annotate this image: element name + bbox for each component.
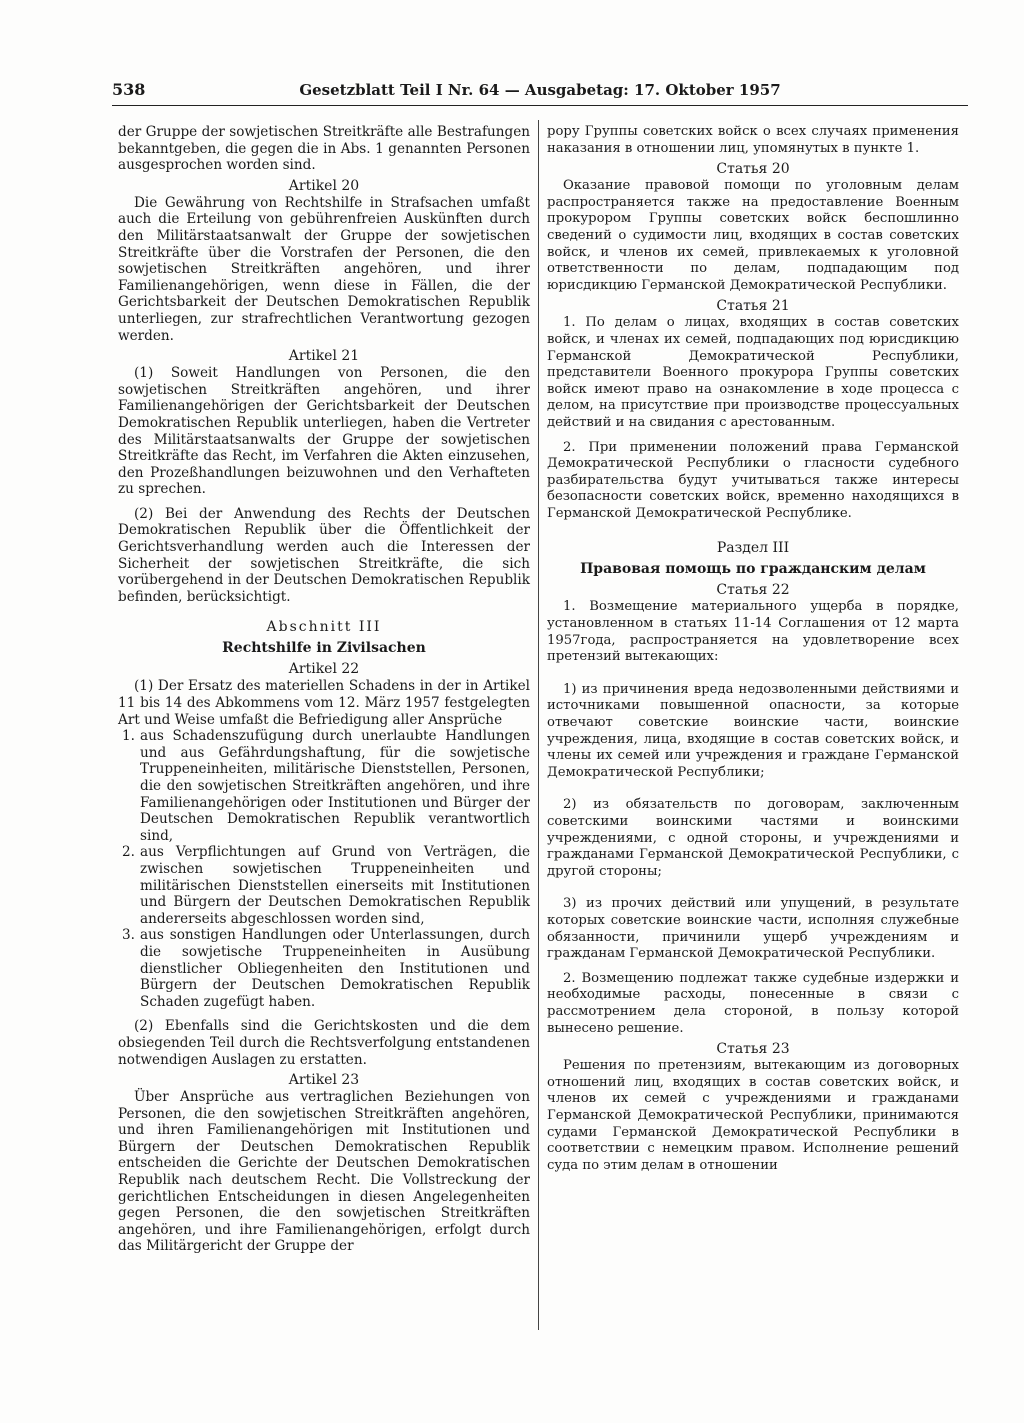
article-paragraph: 2. При применении положений права Германской Демократической Республики о гласности судебного разбирательства будут учитываться также интересы безопасности советских войск, временно находящихся в Германской Демократической Республике. (547, 439, 959, 521)
intro-paragraph: рору Группы советских войск о всех случаях применения наказания в отношении лиц, упомянутых в пункте 1. (547, 124, 959, 156)
list-item: 1) из причинения вреда недозволенными действиями и источниками повышенной опасности, за которые отвечают советские воинские части, воинские учреждения, лица, входящие в состав советских войск, и члены их семей или учреждения и граждане Германской Демократической Республики; (547, 681, 959, 780)
article-paragraph: Die Gewährung von Rechtshilfe in Strafsachen umfaßt auch die Erteilung von gebührenfreien Auskünften durch den Militärstaatsanwalt der Gruppe der sowjetischen Streitkräfte über die Vorstrafen der Personen, die den sowjetischen Streitkräften angehören, und ihrer Familienangehörigen, wenn diese in Fällen, die der Gerichtsbarkeit der Deutschen Demokratischen Republik unterliegen, zur strafrechtlichen Verantwortung gezogen werden. (118, 194, 530, 344)
section-heading: Раздел III (716, 540, 790, 557)
page-header (112, 79, 968, 103)
article-paragraph: (2) Bei der Anwendung des Rechts der Deutschen Demokratischen Republik über die Öffentlichkeit der Gerichtsverhandlung werden auch die Interessen der Sicherheit der sowjetischen Streitkräfte, die sich vorübergehend in der Deutschen Demokratischen Republik befinden, berücksichtigt. (118, 505, 530, 605)
section-subheading: Rechtshilfe in Zivilsachen (222, 640, 426, 657)
article-paragraph: 2. Возмещению подлежат также судебные издержки и необходимые расходы, понесенные в связи с рассмотрением дела стороной, в пользу которой вынесено решение. (547, 970, 959, 1036)
column-divider (538, 120, 539, 1330)
article-heading: Artikel 20 (288, 177, 360, 194)
section-heading: Abschnitt III (266, 619, 382, 636)
article-heading: Статья 21 (716, 298, 790, 315)
intro-paragraph: der Gruppe der sowjetischen Streitkräfte alle Bestrafungen bekanntgeben, die gegen die in Abs. 1 genannten Personen ausgesprochen worden sind. (118, 124, 530, 174)
list-item: 1. aus Schadenszufügung durch unerlaubte Handlungen und aus Gefährdungshaftung, für die sowjetische Truppeneinheiten, militärische Dienststellen, Personen, die den sowjetischen Streitkräften angehören, und ihre Familienangehörigen oder Institutionen und Bürger der Deutschen Demokratischen Republik verantwortlich sind, (122, 728, 530, 844)
article-paragraph: 1. По делам о лицах, входящих в состав советских войск, и членах их семей, подпадающих под юрисдикцию Германской Демократической Республики, представители Военного прокурора Группы советских войск имеют право на ознакомление в ходе процесса с делом, на присутствие при производстве процессуальных действий и на свидания с арестованным. (547, 315, 959, 430)
running-title: Gesetzblatt Teil I Nr. 64 — Ausgabetag: 17. Oktober 1957 (299, 81, 781, 99)
page-number: 538 (112, 80, 146, 99)
article-heading: Artikel 23 (288, 1072, 360, 1089)
list-item: 3. aus sonstigen Handlungen oder Unterlassungen, durch die sowjetische Truppeneinheiten in Ausübung dienstlicher Obliegenheiten den Institutionen und Bürgern der Deutschen Demokratischen Republik Schaden zugefügt haben. (122, 927, 530, 1010)
article-heading: Статья 20 (716, 161, 790, 178)
article-heading: Статья 23 (716, 1041, 790, 1058)
claims-list (118, 728, 530, 1010)
article-paragraph: (1) Der Ersatz des materiellen Schadens in der in Artikel 11 bis 14 des Abkommens vom 12. März 1957 festgelegten Art und Weise umfaßt die Befriedigung aller Ansprüche (118, 678, 530, 728)
article-paragraph: (1) Soweit Handlungen von Personen, die den sowjetischen Streitkräften angehören, und ihrer Familienangehörigen der Gerichtsbarkeit der Deutschen Demokratischen Republik unterliegen, haben die Vertreter des Militärstaatsanwalts der Gruppe der sowjetischen Streitkräfte das Recht, im Verfahren die Akten einzusehen, den Prozeßhandlungen beizuwohnen und den Verhafteten zu sprechen. (118, 365, 530, 498)
list-item: 3) из прочих действий или упущений, в результате которых советские воинские части, исполняя служебные обязанности, причинили ущерб учреждениям и гражданам Германской Демократической Республики. (547, 896, 959, 962)
article-paragraph: Über Ansprüche aus vertraglichen Beziehungen von Personen, die den sowjetischen Streitkräften angehören, und ihren Familienangehörigen mit Institutionen und Bürgern der Deutschen Demokratischen Republik entscheiden die Gerichte der Deutschen Demokratischen Republik nach deutschem Recht. Die Vollstreckung der gerichtlichen Entscheidungen in diesen Angelegenheiten gegen Personen, die den sowjetischen Streitkräften angehören, und ihre Familienangehörigen, erfolgt durch das Militärgericht der Gruppe der (118, 1089, 530, 1255)
article-paragraph: Оказание правовой помощи по уголовным делам распространяется также на предоставление Военным прокурором Группы советских войск беспошлинно сведений о судимости лиц, входящих в состав советских войск, и членов их семей, привлекаемых к уголовной ответственности по делам, подпадающим под юрисдикцию Германской Демократической Республики. (547, 178, 959, 293)
article-heading: Artikel 21 (288, 348, 360, 365)
section-subheading: Правовая помощь по гражданским делам (580, 561, 926, 578)
article-paragraph: 1. Возмещение материального ущерба в порядке, установленном в статьях 11-14 Соглашения от 12 марта 1957года, распространяется на удовлетворение всех претензий вытекающих: (547, 599, 959, 665)
german-column (118, 124, 530, 1255)
russian-column (547, 124, 959, 1174)
list-item: 2. aus Verpflichtungen auf Grund von Verträgen, die zwischen sowjetischen Truppeneinheiten und militärischen Dienststellen einerseits mit Institutionen und Bürgern der Deutschen Demokratischen Republik andererseits abgeschlossen worden sind, (122, 844, 530, 927)
article-heading: Artikel 22 (288, 661, 360, 678)
header-rule (112, 105, 968, 106)
list-item: 2) из обязательств по договорам, заключенным советскими воинскими частями и воинскими учреждениями, с одной стороны, и учреждениями и гражданами Германской Демократической Республики, с другой стороны; (547, 797, 959, 879)
article-paragraph: (2) Ebenfalls sind die Gerichtskosten und die dem obsiegenden Teil durch die Rechtsverfolgung entstandenen notwendigen Auslagen zu erstatten. (118, 1018, 530, 1068)
article-heading: Статья 22 (716, 582, 790, 599)
article-paragraph: Решения по претензиям, вытекающим из договорных отношений лиц, входящих в состав советских войск, и членов их семей с учреждениями и гражданами Германской Демократической Республики, принимаются судами Германской Демократической Республики в соответствии с немецким правом. Исполнение решений суда по этим делам в отношении (547, 1058, 959, 1173)
